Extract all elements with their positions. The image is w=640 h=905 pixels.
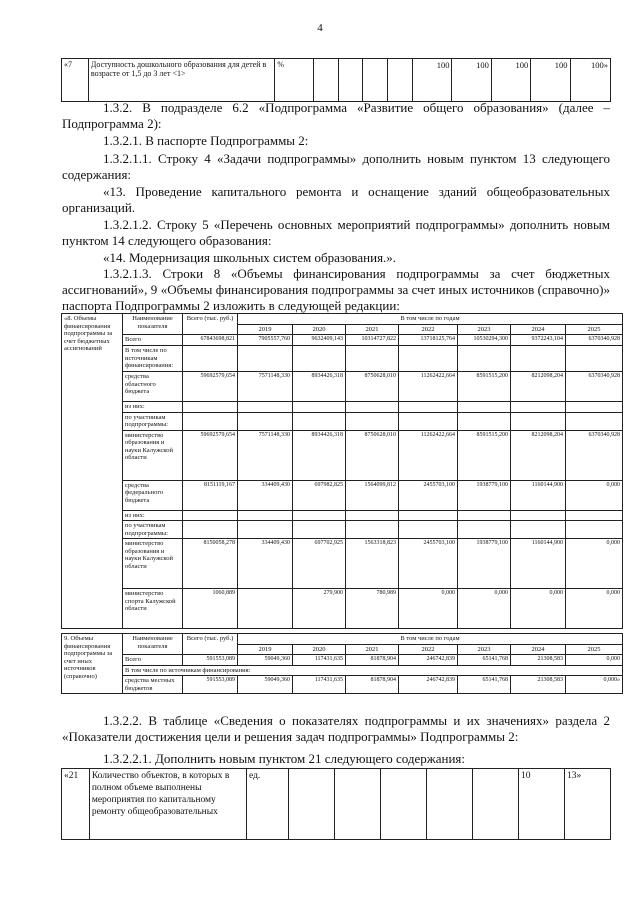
row-value: 334409,430 [238,539,293,589]
source-header: В том числе по источникам финансирования: [123,665,623,676]
row-name: министерство спорта Калужской области [123,589,183,629]
row-total: 59692579,654 [183,430,238,480]
row-value: 1564099,812 [346,480,399,510]
row-name: средства местных бюджетов [123,676,183,694]
row-value: 2455703,100 [399,539,458,589]
col-header-years-group: В том числе по годам [238,634,623,645]
year-header: 2021 [346,324,399,335]
year-header: 2019 [238,644,293,655]
row-name: Всего [123,655,183,666]
indicator-name: Количество объектов, в которых в полном объеме выполнены мероприятия по капитальному ремонту общеобразовательных [89,769,246,840]
row-value: 6370340,928 [566,430,623,480]
row-value: 117431,635 [293,676,346,694]
page-number: 4 [317,22,323,34]
row-value: 8934426,318 [293,372,346,402]
row-total: 8151119,167 [183,480,238,510]
row-name: по участникам подпрограммы: [123,412,183,430]
row-value: 1160144,900 [511,480,566,510]
row-value: 0,000 [511,589,566,629]
row-name: В том числе по источникам финансирования: [123,346,183,372]
value-cell [473,769,519,840]
row-name: средства областного бюджета [123,372,183,402]
value-cell [289,769,335,840]
row-value: 10530294,300 [458,335,511,346]
row-value [238,589,293,629]
value-cell: 100 [413,59,452,102]
col-header-total: Всего (тыс. руб.) [183,634,238,655]
year-header: 2025 [566,324,623,335]
row-value: 117431,635 [293,655,346,666]
row-value: 8591515,200 [458,372,511,402]
indicator-table-row-7 [61,58,611,102]
row-value: 279,900 [293,589,346,629]
value-cell: 100 [452,59,491,102]
year-header: 2025 [566,644,623,655]
funding-table-other-sources [61,633,623,694]
row-value: 0,000 [399,589,458,629]
row-total: 591553,089 [183,655,238,666]
row-value: 0,000 [566,480,623,510]
row-total: 8150058,278 [183,539,238,589]
value-cell: 13» [564,769,610,840]
row-value: 697702,925 [293,539,346,589]
year-header: 2024 [511,324,566,335]
row-value: 697982,825 [293,480,346,510]
value-cell [338,59,363,102]
row-value: 6370340,928 [566,335,623,346]
value-cell: 100 [491,59,530,102]
row-value: 1563318,823 [346,539,399,589]
value-cell: 100 [531,59,570,102]
year-header: 2021 [346,644,399,655]
indicator-name: Доступность дошкольного образования для детей в возрасте от 1,5 до 3 лет <1> [88,59,274,102]
row-total: 1060,889 [183,589,238,629]
row-value: 0,000» [566,676,623,694]
year-header: 2020 [293,644,346,655]
year-header: 2023 [458,644,511,655]
row-value: 780,989 [346,589,399,629]
paragraph-1-3-2-2-1: 1.3.2.2.1. Дополнить новым пунктом 21 следующего содержания: [103,751,466,766]
row-value: 81878,904 [346,655,399,666]
row-value: 21308,583 [511,655,566,666]
funding-table-budget [61,313,623,629]
value-cell: 100» [570,59,610,102]
value-cell: 10 [519,769,565,840]
value-cell [363,59,388,102]
row-value: 246742,839 [399,655,458,666]
year-header: 2020 [293,324,346,335]
row-total: 59692579,654 [183,372,238,402]
unit: ед. [247,769,289,840]
paragraph-1-3-2-1: 1.3.2.1. В паспорте Подпрограммы 2: [103,133,309,148]
row-value: 7571148,330 [238,372,293,402]
row-value: 13718125,764 [399,335,458,346]
row-total: 591553,089 [183,676,238,694]
row-label-9: 9. Объемы финансирования подпрограммы за счет иных источников (справочно) [62,634,123,694]
row-value: 8591515,200 [458,430,511,480]
paragraph-item-13: «13. Проведение капитального ремонта и оснащение зданий общеобразовательных организаций. [62,184,610,215]
row-name: министерство образования и науки Калужской области [123,430,183,480]
row-name: министерство образования и науки Калужской области [123,539,183,589]
row-value: 65141,768 [458,676,511,694]
row-label-8: «8. Объемы финансирования подпрограммы за счет бюджетных ассигнований [62,314,123,629]
row-number: «7 [62,59,89,102]
row-total: 67843698,821 [183,335,238,346]
row-value: 11262422,664 [399,372,458,402]
row-name: из них: [123,402,183,413]
row-value: 59049,360 [238,676,293,694]
row-name: по участникам подпрограммы: [123,521,183,539]
value-cell [388,59,413,102]
row-value: 0,000 [458,589,511,629]
paragraph-1-3-2: 1.3.2. В подразделе 6.2 «Подпрограмма «Развитие общего образования» (далее – Подпрограмма 2): [62,100,610,131]
value-cell [427,769,473,840]
row-value: 10314727,822 [346,335,399,346]
row-value: 1160144,900 [511,539,566,589]
value-cell [335,769,381,840]
row-value: 8212098,204 [511,372,566,402]
row-value: 334409,430 [238,480,293,510]
year-header: 2022 [399,324,458,335]
year-header: 2022 [399,644,458,655]
row-number: «21 [62,769,90,840]
row-value: 8750628,010 [346,430,399,480]
row-name: из них: [123,510,183,521]
year-header: 2024 [511,644,566,655]
indicator-table-row-21 [61,768,611,840]
col-header-total: Всего (тыс. руб.) [183,314,238,335]
row-value: 0,000 [566,589,623,629]
row-value: 21308,583 [511,676,566,694]
row-value: 81878,904 [346,676,399,694]
year-header: 2019 [238,324,293,335]
paragraph-1-3-2-2: 1.3.2.2. В таблице «Сведения о показателях подпрограммы и их значениях» раздела 2 «Показатели достижения цели и решения задач подпрограммы» Подпрограммы 2: [62,713,610,744]
row-name: средства федерального бюджета [123,480,183,510]
value-cell [313,59,338,102]
paragraph-1-3-2-1-1: 1.3.2.1.1. Строку 4 «Задачи подпрограммы» дополнить новым пунктом 13 следующего содержания: [62,151,610,182]
col-header-name: Наименование показателя [123,314,183,335]
row-value: 1938779,100 [458,539,511,589]
row-value: 65141,768 [458,655,511,666]
row-value: 9632409,143 [293,335,346,346]
row-value: 7905557,760 [238,335,293,346]
row-value: 0,000 [566,655,623,666]
col-header-years-group: В том числе по годам [238,314,623,325]
year-header: 2023 [458,324,511,335]
row-value: 8934426,318 [293,430,346,480]
row-value: 9372243,104 [511,335,566,346]
row-value: 0,000 [566,539,623,589]
value-cell [381,769,427,840]
paragraph-1-3-2-1-2: 1.3.2.1.2. Строку 5 «Перечень основных мероприятий подпрограммы» дополнить новым пунктом 14 следующего образования: [62,217,610,248]
col-header-name: Наименование показателя [123,634,183,655]
paragraph-item-14: «14. Модернизация школьных систем образования.». [103,250,397,265]
row-value: 1938779,100 [458,480,511,510]
row-value: 59049,360 [238,655,293,666]
row-value: 6370340,928 [566,372,623,402]
unit: % [275,59,313,102]
row-value: 7571148,330 [238,430,293,480]
row-value: 11262422,664 [399,430,458,480]
row-value: 2455703,100 [399,480,458,510]
paragraph-1-3-2-1-3: 1.3.2.1.3. Строки 8 «Объемы финансирования подпрограммы за счет бюджетных ассигнований», 9 «Объемы финансирования подпрограммы за счет иных источников (справочно)» паспорта Подпрограммы 2 изложить в следующей редакции: [62,266,610,313]
row-name: Всего [123,335,183,346]
row-value: 8212098,204 [511,430,566,480]
row-value: 246742,839 [399,676,458,694]
row-value: 8750628,010 [346,372,399,402]
